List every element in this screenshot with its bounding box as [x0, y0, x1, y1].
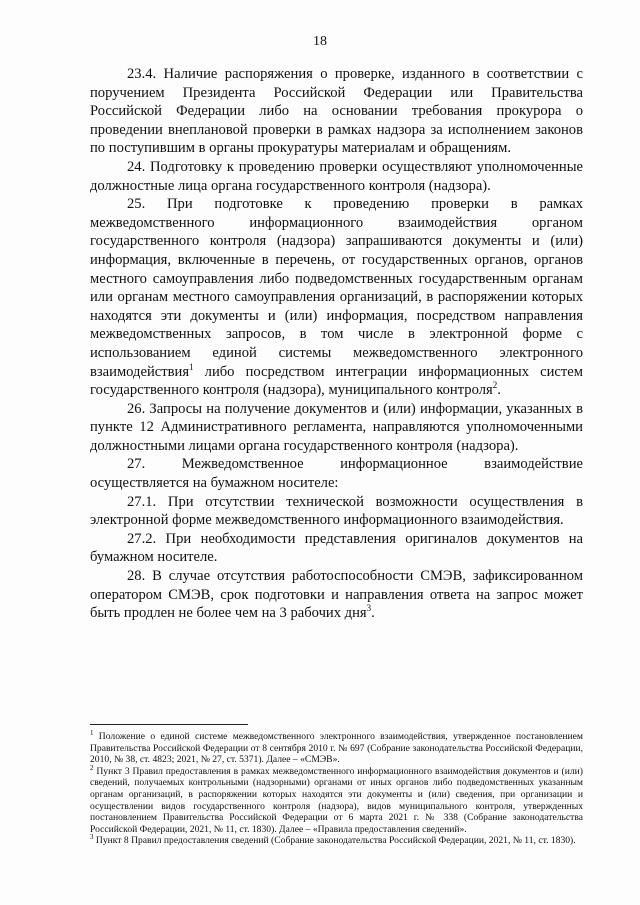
paragraph-27	[90, 455, 583, 492]
footnote-mark: 1	[90, 728, 94, 737]
footnote-ref-3[interactable]: 3	[366, 603, 372, 614]
footnote-separator	[90, 724, 248, 725]
paragraph-text: 27. Межведомственное информационное взаимодействие осуществляется на бумажном носителе:	[90, 456, 583, 492]
page-number: 18	[313, 34, 327, 49]
paragraph-27-2	[90, 530, 583, 567]
footnote-ref-2[interactable]: 2	[492, 380, 498, 391]
body-text	[90, 65, 583, 623]
paragraph-text: 25. При подготовке к проведению проверки в рамках межведомственного информационного взаимодействия органом государственного контроля (надзора) запрашиваются документы и (или) информация, включенные в перечень, от государственных органов, органов местного самоуправления либо подведомственных государственным органам или органам местного самоуправления организаций, в распоряжении которых находятся эти документы и (или) информация, посредством направления межведомственных запросов, в том числе в электронной форме с использованием единой системы межведомственного электронного взаимодействия	[90, 196, 583, 380]
footnote-1	[90, 728, 583, 766]
footnote-mark: 3	[90, 833, 94, 842]
paragraph-text: .	[497, 382, 501, 399]
paragraph-text: 28. В случае отсутствия работоспособности СМЭВ, зафиксированном оператором СМЭВ, срок подготовки и направления ответа на запрос может быть продлен не более чем на 3 рабочих дня	[90, 568, 583, 622]
paragraph-text: .	[371, 605, 375, 622]
footnote-2	[90, 763, 583, 836]
paragraph-text: либо посредством интеграции информационных систем государственного контроля (надзора), муниципального контроля	[90, 363, 583, 399]
paragraph-25	[90, 195, 583, 400]
footnote-ref-1[interactable]: 1	[189, 361, 194, 372]
paragraph-23-4	[90, 65, 583, 158]
footnote-text: Пункт 8 Правил предоставления сведений (Собрание законодательства Российской Федерации, 2021, № 11, ст. 1830).	[93, 835, 576, 847]
paragraph-text: 23.4. Наличие распоряжения о проверке, изданного в соответствии с поручением Президента Российской Федерации или Правительства Российской Федерации либо на основании требования прокурора о проведении внеплановой проверки в рамках надзора за исполнением законов по поступившим в органы прокуратуры материалам и обращениям.	[90, 66, 583, 157]
footnote-mark: 2	[90, 763, 94, 772]
footnote-3	[90, 835, 583, 847]
paragraph-text: 27.1. При отсутствии технической возможности осуществления в электронной форме межведомственного информационного взаимодействия.	[90, 493, 583, 529]
paragraph-26	[90, 400, 583, 456]
paragraph-text: 24. Подготовку к проведению проверки осуществляют уполномоченные должностные лица органа государственного контроля (надзора).	[90, 158, 583, 194]
footnote-text: Положение о единой системе межведомственного электронного взаимодействия, утвержденное постановлением Правительства Российской Федерации от 8 сентября 2010 г. № 697 (Собрание законодательства Российской Федерации, 2010, № 38, ст. 4823; 2021, № 27, ст. 5371). Далее – «СМЭВ».	[90, 731, 583, 766]
paragraph-text: 26. Запросы на получение документов и (или) информации, указанных в пункте 12 Административного регламента, направляются уполномоченными должностными лицами органа государственного контроля (надзора).	[90, 400, 583, 454]
footnote-text: Пункт 3 Правил предоставления в рамках межведомственного информационного взаимодействия документов и (или) сведений, получаемых контрольными (надзорными) органами от иных органов либо подведомственных указанным органам организаций, в распоряжении которых находятся эти документы и (или) сведения, при организации и осуществлении видов государственного контроля (надзора), видов муниципального контроля, утвержденных постановлением Правительства Российской Федерации от 6 марта 2021 г. № 338 (Собрание законодательства Российской Федерации, 2021, № 11, ст. 1830). Далее – «Правила предоставления сведений».	[90, 765, 583, 835]
paragraph-24	[90, 158, 583, 195]
paragraph-27-1	[90, 493, 583, 530]
footnotes	[90, 728, 583, 847]
paragraph-28	[90, 567, 583, 623]
paragraph-text: 27.2. При необходимости представления оригиналов документов на бумажном носителе.	[90, 530, 583, 566]
